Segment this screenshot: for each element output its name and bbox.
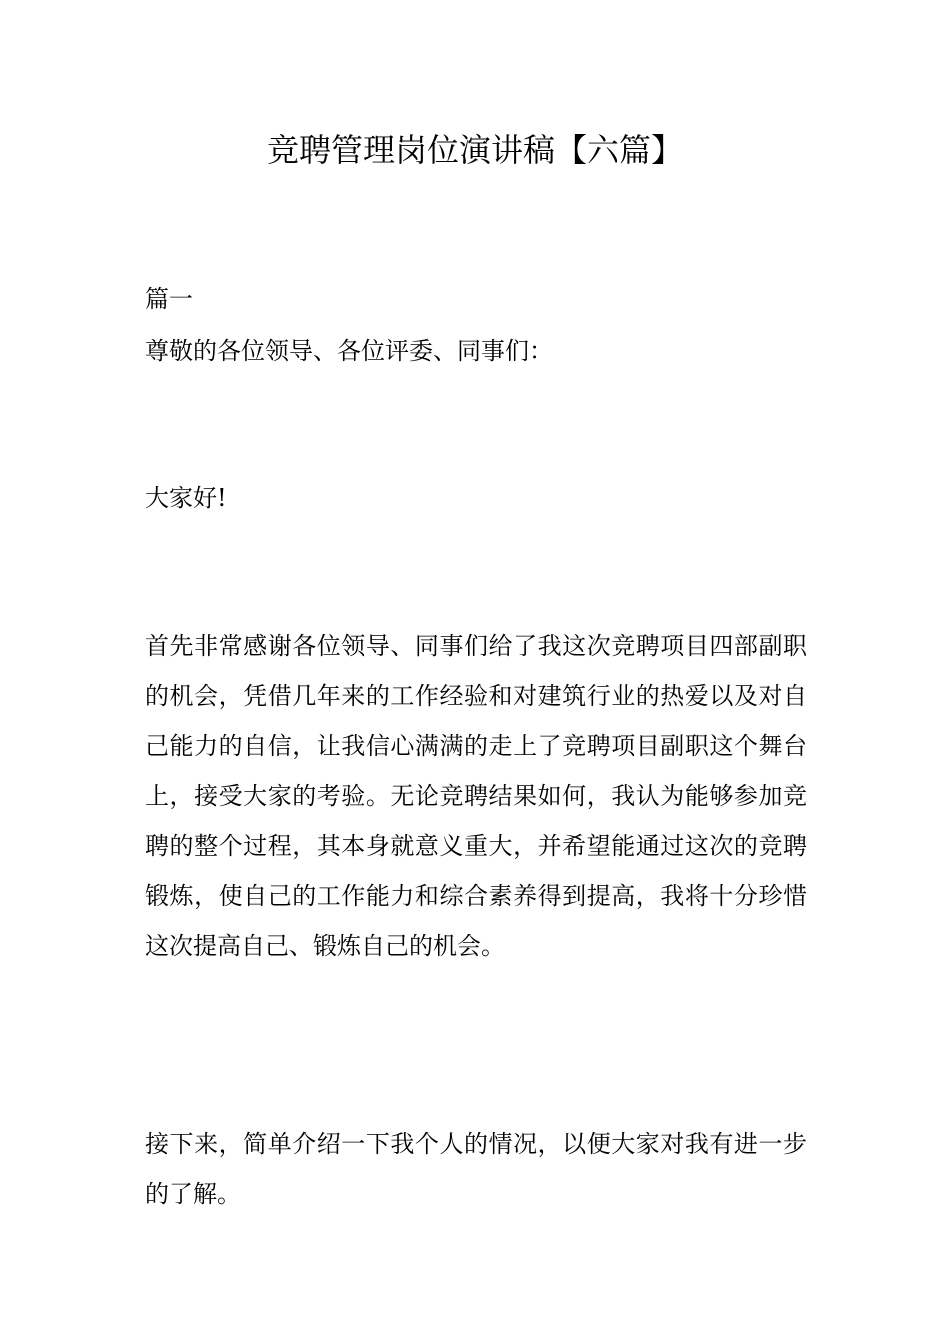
greeting-text: 大家好! (145, 484, 227, 512)
document-title: 竞聘管理岗位演讲稿【六篇】 (266, 131, 683, 169)
salutation-text: 尊敬的各位领导、各位评委、同事们： (145, 337, 553, 365)
body-paragraph: 首先非常感谢各位领导、同事们给了我这次竞聘项目四部副职的机会，凭借几年来的工作经验和对建筑行业的热爱以及对自己能力的自信，让我信心满满的走上了竞聘项目副职这个舞台上，接受大家的考验。无论竞聘结果如何，我认为能够参加竞聘的整个过程，其本身就意义重大，并希望能通过这次的竞聘锻炼，使自己的工作能力和综合素养得到提高，我将十分珍惜这次提高自己、锻炼自己的机会。 (145, 632, 807, 960)
body-paragraph: 接下来，简单介绍一下我个人的情况，以便大家对我有进一步的了解。 (145, 1130, 807, 1208)
section-label: 篇一 (145, 285, 193, 313)
